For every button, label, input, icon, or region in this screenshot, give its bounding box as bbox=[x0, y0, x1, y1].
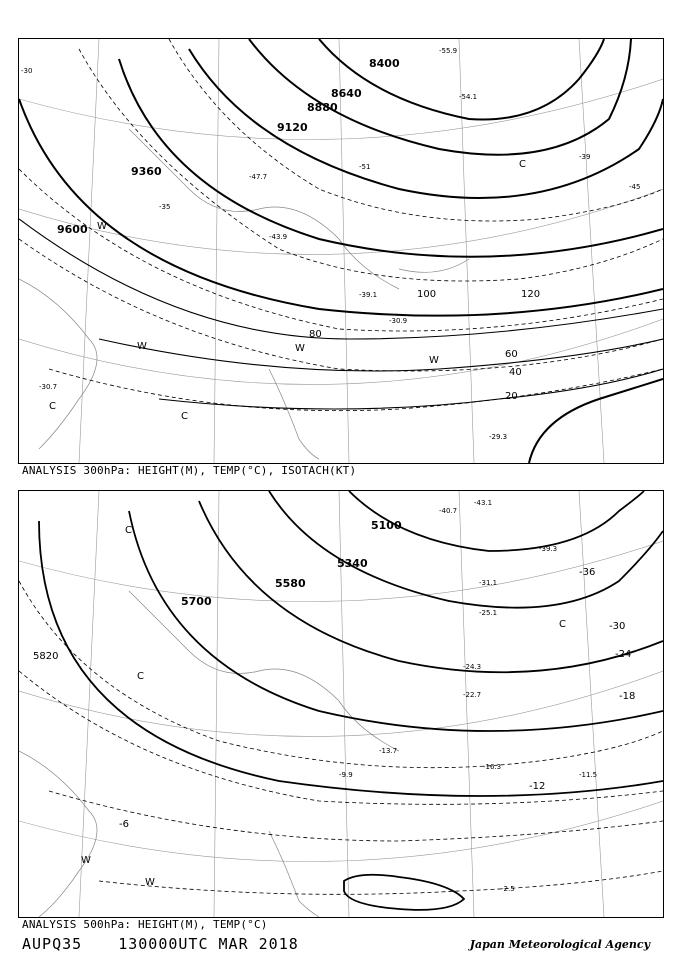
cold-marker: C bbox=[137, 671, 144, 682]
height-label: 5700 bbox=[181, 595, 212, 608]
temp-label: -47.7 bbox=[249, 173, 268, 181]
temp-label: -51 bbox=[359, 163, 371, 171]
height-label: 8400 bbox=[369, 57, 400, 70]
station-label: -22.7 bbox=[463, 691, 482, 699]
station-label: -31.1 bbox=[479, 579, 498, 587]
height-label: 5340 bbox=[337, 557, 368, 570]
warm-marker: W bbox=[97, 221, 107, 232]
isotherm-label: -24 bbox=[615, 649, 632, 660]
station-label: -11.5 bbox=[579, 771, 598, 779]
station-label: -16.3 bbox=[483, 763, 502, 771]
warm-marker: W bbox=[137, 341, 147, 352]
cold-marker: C bbox=[125, 525, 132, 536]
station-label: -24.3 bbox=[463, 663, 482, 671]
temp-label: -29.3 bbox=[489, 433, 508, 441]
chart-500hpa bbox=[18, 490, 664, 918]
coastline bbox=[19, 129, 469, 459]
cold-marker: C bbox=[181, 411, 188, 422]
isotach-label: 60 bbox=[505, 349, 518, 360]
height-contours bbox=[19, 39, 663, 463]
height-label: 8640 bbox=[331, 87, 362, 100]
temp-label: -45 bbox=[629, 183, 641, 191]
isotach-label: 120 bbox=[521, 289, 541, 300]
chart-300hpa bbox=[18, 38, 664, 464]
isotach-label: 100 bbox=[417, 289, 437, 300]
agency-credit: Japan Meteorological Agency bbox=[469, 938, 650, 951]
isotherm-label: -6 bbox=[119, 819, 129, 830]
height-label: 5820 bbox=[33, 651, 59, 662]
isotherm-label: -18 bbox=[619, 691, 636, 702]
isotherm-label: -30 bbox=[609, 621, 626, 632]
cold-marker: C bbox=[519, 159, 526, 170]
height-label: 9120 bbox=[277, 121, 308, 134]
isotach-label: 40 bbox=[509, 367, 522, 378]
temp-label: -55.9 bbox=[439, 47, 458, 55]
isotach-labels bbox=[309, 289, 540, 402]
product-header bbox=[22, 935, 325, 953]
station-label: -9.9 bbox=[339, 771, 353, 779]
caption-300hpa: ANALYSIS 300hPa: HEIGHT(M), TEMP(°C), ISOTACH(KT) bbox=[22, 464, 357, 477]
station-label: -40.7 bbox=[439, 507, 458, 515]
graticule bbox=[19, 39, 663, 463]
temp-label: -39 bbox=[579, 153, 591, 161]
temp-label: -43.9 bbox=[269, 233, 288, 241]
isotherms bbox=[19, 581, 663, 894]
product-code: AUPQ35 bbox=[22, 935, 83, 953]
cold-marker: C bbox=[49, 401, 56, 412]
station-label: -2.5 bbox=[501, 885, 515, 893]
height-label: 8880 bbox=[307, 101, 338, 114]
height-contours bbox=[39, 491, 663, 910]
cold-marker: C bbox=[559, 619, 566, 630]
height-label: 5580 bbox=[275, 577, 306, 590]
valid-time: 130000UTC MAR 2018 bbox=[118, 935, 299, 953]
warm-marker: W bbox=[295, 343, 305, 354]
temp-label: -39.1 bbox=[359, 291, 378, 299]
station-label: -13.7 bbox=[379, 747, 398, 755]
temp-label: -35 bbox=[159, 203, 171, 211]
height-label: 9360 bbox=[131, 165, 162, 178]
temp-label: -30.7 bbox=[39, 383, 58, 391]
isotachs bbox=[19, 219, 663, 409]
coastline bbox=[19, 591, 399, 917]
map-300hpa bbox=[19, 39, 663, 463]
map-500hpa bbox=[19, 491, 663, 917]
pressure-markers bbox=[49, 159, 526, 422]
isotach-label: 80 bbox=[309, 329, 322, 340]
warm-marker: W bbox=[429, 355, 439, 366]
isotherm-label: -36 bbox=[579, 567, 596, 578]
height-label: 5100 bbox=[371, 519, 402, 532]
warm-marker: W bbox=[81, 855, 91, 866]
temp-label: -30 bbox=[21, 67, 33, 75]
station-labels bbox=[339, 499, 597, 893]
caption-500hpa: ANALYSIS 500hPa: HEIGHT(M), TEMP(°C) bbox=[22, 918, 268, 931]
station-label: -25.1 bbox=[479, 609, 498, 617]
temp-label: -30.9 bbox=[389, 317, 408, 325]
temp-label: -54.1 bbox=[459, 93, 478, 101]
height-labels bbox=[57, 57, 400, 236]
isotherm-label: -12 bbox=[529, 781, 546, 792]
isotach-label: 20 bbox=[505, 391, 518, 402]
station-label: -39.3 bbox=[539, 545, 558, 553]
height-label: 9600 bbox=[57, 223, 88, 236]
warm-marker: W bbox=[145, 877, 155, 888]
station-label: -43.1 bbox=[474, 499, 493, 507]
